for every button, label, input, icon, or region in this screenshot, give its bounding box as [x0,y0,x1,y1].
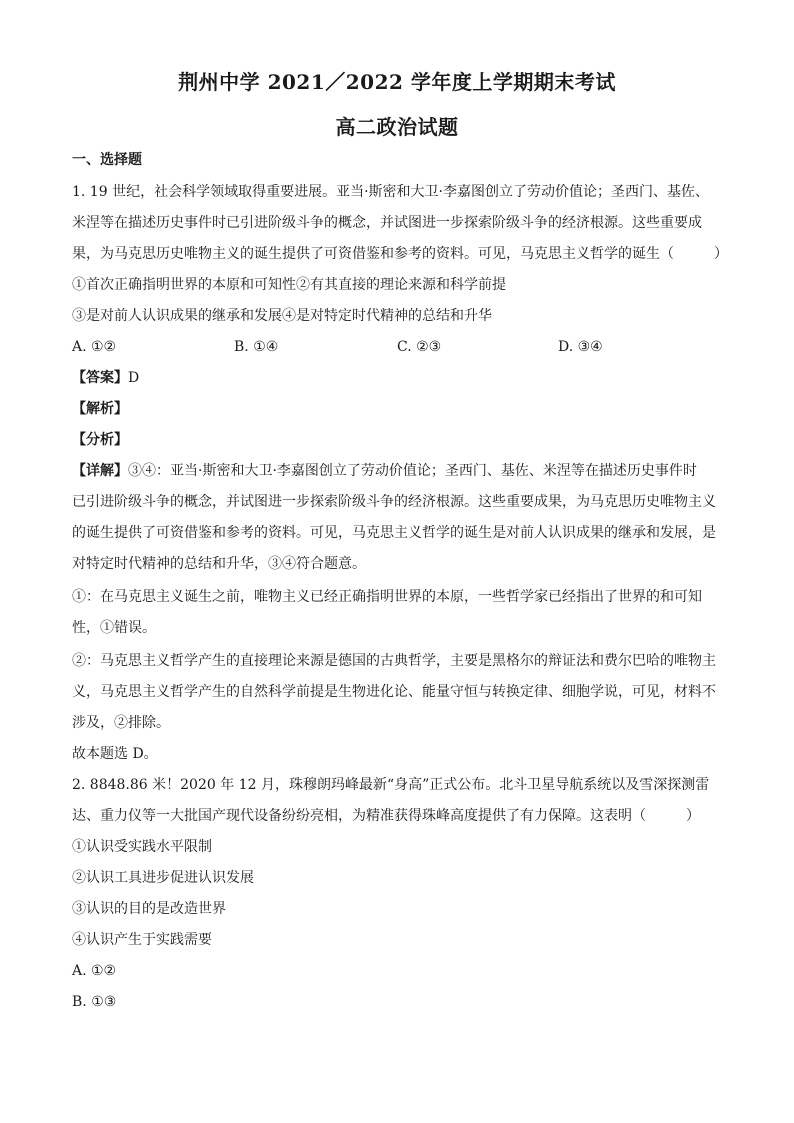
detail-line-8: 义，马克思主义哲学产生的自然科学前提是生物进化论、能量守恒与转换定律、细胞学说，可见，材料不 [72,684,716,700]
q1-statement-2: ③是对前人认识成果的继承和发展④是对特定时代精神的总结和升华 [72,308,492,324]
q1-statement-1: ①首次正确指明世界的本原和可知性②有其直接的理论来源和科学前提 [72,277,506,293]
q1-close-paren: ） [714,246,728,262]
q2-statement-4: ④认识产生于实践需要 [72,932,212,948]
detail-line-10: 故本题选 D。 [72,746,158,762]
detail-line-4: 对特定时代精神的总结和升华，③④符合题意。 [72,556,366,572]
q1-option-a: A. ①② [72,339,117,355]
q1-option-c: C. ②③ [397,339,442,355]
answer-value: D [128,370,140,386]
detail-line-2: 已引进阶级斗争的概念，并试图进一步探索阶级斗争的经济根源。这些重要成果，为马克思历史唯物主义 [72,494,716,510]
q2-option-a: A. ①② [72,963,117,979]
detail-text-1: ③④：亚当·斯密和大卫·李嘉图创立了劳动价值论；圣西门、基佐、米涅等在描述历史事件时 [128,463,697,479]
q1-line-3-text: 果，为马克思历史唯物主义的诞生提供了可资借鉴和参考的资料。可见，马克思主义哲学的诞生（ [72,246,674,262]
q2-line-2 [72,806,700,826]
q1-line-2: 米涅等在描述历史事件时已引进阶级斗争的概念，并试图进一步探索阶级斗争的经济根源。这些重要成 [72,215,702,231]
q2-line-2-text: 达、重力仪等一大批国产现代设备纷纷亮相，为精准获得珠峰高度提供了有力保障。这表明（ [72,808,646,824]
q1-option-b: B. ①④ [234,339,279,355]
detail-tag: 【详解】 [72,463,128,479]
exam-subtitle: 高二政治试题 [335,115,459,139]
fenxi-tag: 【分析】 [72,432,128,448]
detail-line-9: 涉及，②排除。 [72,715,170,731]
q1-answer [72,368,139,388]
q2-option-b: B. ①③ [72,994,117,1010]
q2-statement-3: ③认识的目的是改造世界 [72,901,226,917]
analysis-tag: 【解析】 [72,401,128,417]
exam-title: 荆州中学 2021／2022 学年度上学期期末考试 [178,70,616,94]
section-heading: 一、选择题 [72,152,142,168]
q2-statement-1: ①认识受实践水平限制 [72,839,212,855]
q2-close-paren: ） [686,808,700,824]
q1-line-3 [72,244,728,264]
q2-statement-2: ②认识工具进步促进认识发展 [72,870,254,886]
detail-line-6: 性，①错误。 [72,620,156,636]
detail-line-7: ②：马克思主义哲学产生的直接理论来源是德国的古典哲学，主要是黑格尔的辩证法和费尔巴哈的唯物主 [72,653,716,669]
detail-line-5: ①：在马克思主义诞生之前，唯物主义已经正确指明世界的本原，一些哲学家已经指出了世界的和可知 [72,589,702,605]
detail-line-1 [72,461,697,481]
q1-option-d: D. ③④ [558,339,603,355]
q1-line-1: 1. 19 世纪，社会科学领域取得重要进展。亚当·斯密和大卫·李嘉图创立了劳动价值论；圣西门、基佐、 [72,184,709,200]
detail-line-3: 的诞生提供了可资借鉴和参考的资料。可见，马克思主义哲学的诞生是对前人认识成果的继承和发展，是 [72,525,716,541]
q2-line-1: 2. 8848.86 米！2020 年 12 月，珠穆朗玛峰最新“身高”正式公布。北斗卫星导航系统以及雪深探测雷 [72,777,710,793]
answer-tag: 【答案】 [72,370,128,386]
